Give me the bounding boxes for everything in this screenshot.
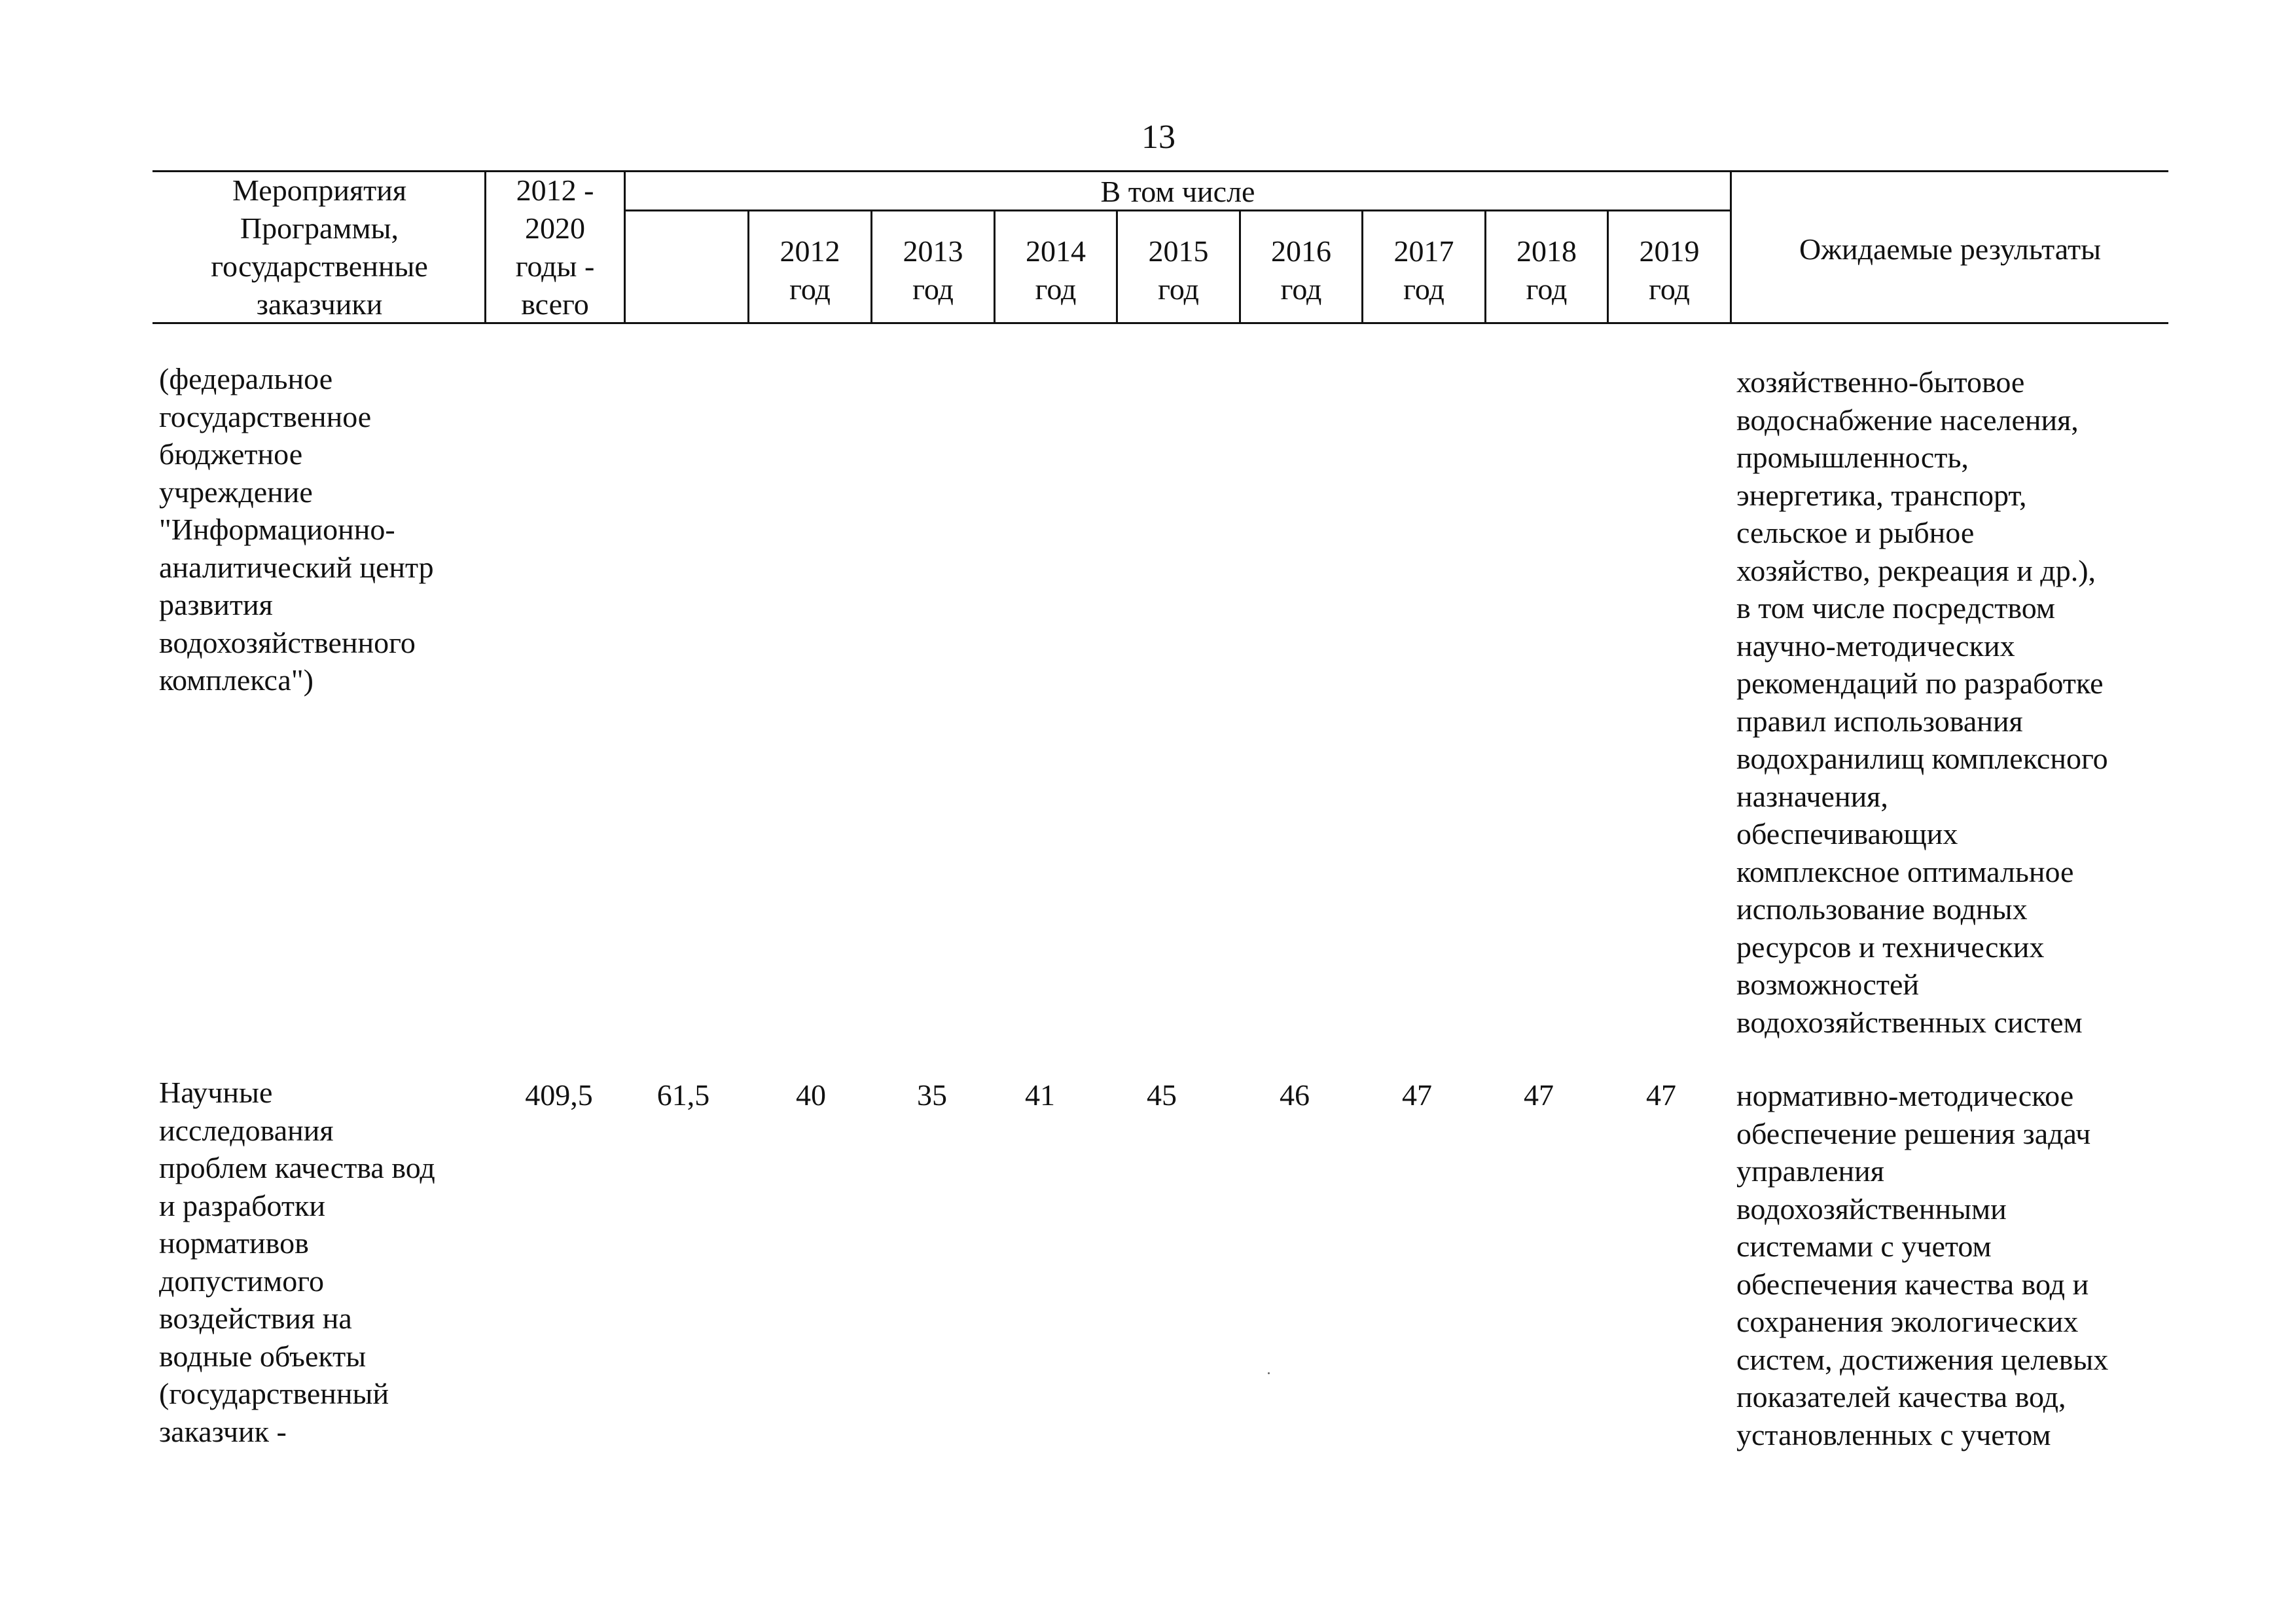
header-year: 2016 год [1271, 234, 1331, 306]
row-1-measure: (федеральное государственное бюджетное учреждение "Информационно- аналитический центр развития водохозяйственного комплекса") [159, 362, 434, 697]
header-year: 2012 год [780, 234, 840, 306]
header-measures: Мероприятия Программы, государственные заказчики [211, 173, 428, 321]
row-2-value: 47 [1402, 1078, 1432, 1112]
page-number: 13 [1141, 119, 1175, 156]
header-year: 2014 год [1026, 234, 1086, 306]
header-year: 2013 год [903, 234, 963, 306]
row-2-value: 47 [1524, 1078, 1554, 1112]
header-total: 2012 - 2020 годы - всего [515, 173, 595, 321]
row-2-value: 46 [1280, 1078, 1310, 1112]
row-2-value: 45 [1147, 1078, 1177, 1112]
row-1-result: хозяйственно-бытовое водоснабжение населения, промышленность, энергетика, транспорт, сельское и рыбное хозяйство, рекреация и др.), в том числе посредством научно-методических рекомендаций по разработке правил использования водохранилищ комплексного назначения, обеспечивающих комплексное оптимальное использование водных ресурсов и технических возможностей водохозяйственных систем [1736, 365, 2108, 1039]
header-results: Ожидаемые результаты [1799, 232, 2102, 266]
header-year: 2017 год [1393, 234, 1454, 306]
row-2-value: 35 [917, 1078, 947, 1112]
scan-speck [1268, 1372, 1270, 1374]
row-2-value: 40 [796, 1078, 826, 1112]
row-2-value: 47 [1646, 1078, 1676, 1112]
row-2-value: 61,5 [656, 1078, 710, 1112]
row-2-value: 41 [1025, 1078, 1055, 1112]
header-year: 2019 год [1639, 234, 1700, 306]
row-2-total: 409,5 [525, 1078, 593, 1112]
header-year: 2018 год [1516, 234, 1577, 306]
header-group-label: В том числе [1100, 175, 1255, 208]
row-2-result: нормативно-методическое обеспечение решения задач управления водохозяйственными системами с учетом обеспечения качества вод и сохранения экологических систем, достижения целевых показателей качества вод, установленных с учетом [1736, 1079, 2109, 1451]
row-2-measure: Научные исследования проблем качества вод и разработки нормативов допустимого воздействия на водные объекты (государственный заказчик - [159, 1076, 435, 1448]
header-year: 2015 год [1148, 234, 1209, 306]
